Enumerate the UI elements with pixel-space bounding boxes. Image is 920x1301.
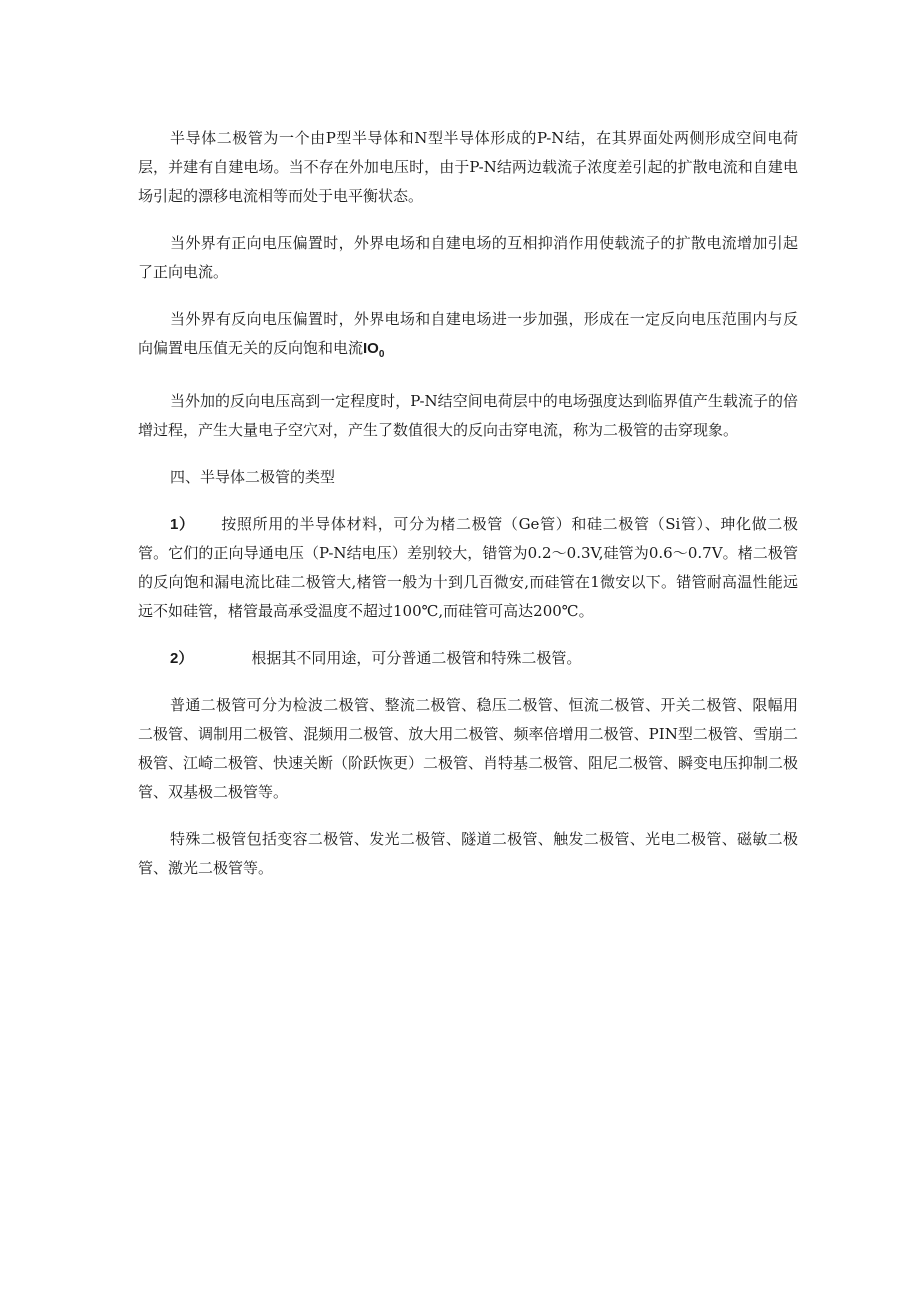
paragraph-pn-junction: 半导体二极管为一个由P型半导体和N型半导体形成的P-N结，在其界面处两侧形成空间电荷层，并建有自建电场。当不存在外加电压时，由于P-N结两边载流子浓度差引起的扩散电流和自建电场引起的漂移电流相等而处于电平衡状态。: [138, 129, 798, 205]
section-title: 四、半导体二极管的类型: [170, 468, 336, 486]
list-item-2-number: 2）: [170, 650, 194, 667]
paragraph-breakdown: 当外加的反向电压高到一定程度时，P-N结空间电荷层中的电场强度达到临界值产生载流子的倍增过程，产生大量电子空穴对，产生了数值很大的反向击穿电流，称为二极管的击穿现象。: [138, 392, 798, 439]
list-item-1: [138, 510, 798, 626]
list-item-2-text: 根据其不同用途，可分普通二极管和特殊二极管。: [251, 649, 582, 667]
list-item-1-text: 按照所用的半导体材料，可分为楮二极管（Ge管）和硅二极管（Si管）、珅化做二极管。它们的正向导通电压（P-N结电压）差别较大，错管为0.2～0.3V,硅管为0.6～0.7V。楮二极管的反向饱和漏电流比硅二极管大,楮管一般为十到几百微安,而硅管在1微安以下。错管耐高温性能远远不如硅管，楮管最高承受温度不超过100℃,而硅管可高达200℃。: [138, 515, 799, 620]
reverse-current-symbol: IO: [363, 340, 379, 357]
list-item-1-number: 1）: [170, 516, 195, 533]
paragraph-forward-bias: 当外界有正向电压偏置时，外界电场和自建电场的互相抑消作用使载流子的扩散电流增加引起了正向电流。: [138, 234, 798, 281]
list-item-2: [138, 644, 798, 673]
paragraph-reverse-bias: [138, 305, 798, 369]
reverse-current-subscript: 0: [378, 349, 385, 360]
paragraph-special-diodes: 特殊二极管包括变容二极管、发光二极管、隧道二极管、触发二极管、光电二极管、磁敏二极管、激光二极管等。: [138, 830, 798, 877]
reverse-bias-text: 当外界有反向电压偏置时，外界电场和自建电场进一步加强，形成在一定反向电压范围内与反向偏置电压值无关的反向饱和电流: [138, 310, 798, 357]
document-body: [138, 124, 798, 901]
paragraph-ordinary-diodes: 普通二极管可分为检波二极管、整流二极管、稳压二极管、恒流二极管、开关二极管、限幅用二极管、调制用二极管、混频用二极管、放大用二极管、频率倍增用二极管、PIN型二极管、雪崩二极管、江崎二极管、快速关断（阶跃恢更）二极管、肖特基二极管、阻尼二极管、瞬变电压抑制二极管、双基极二极管等。: [138, 696, 799, 801]
